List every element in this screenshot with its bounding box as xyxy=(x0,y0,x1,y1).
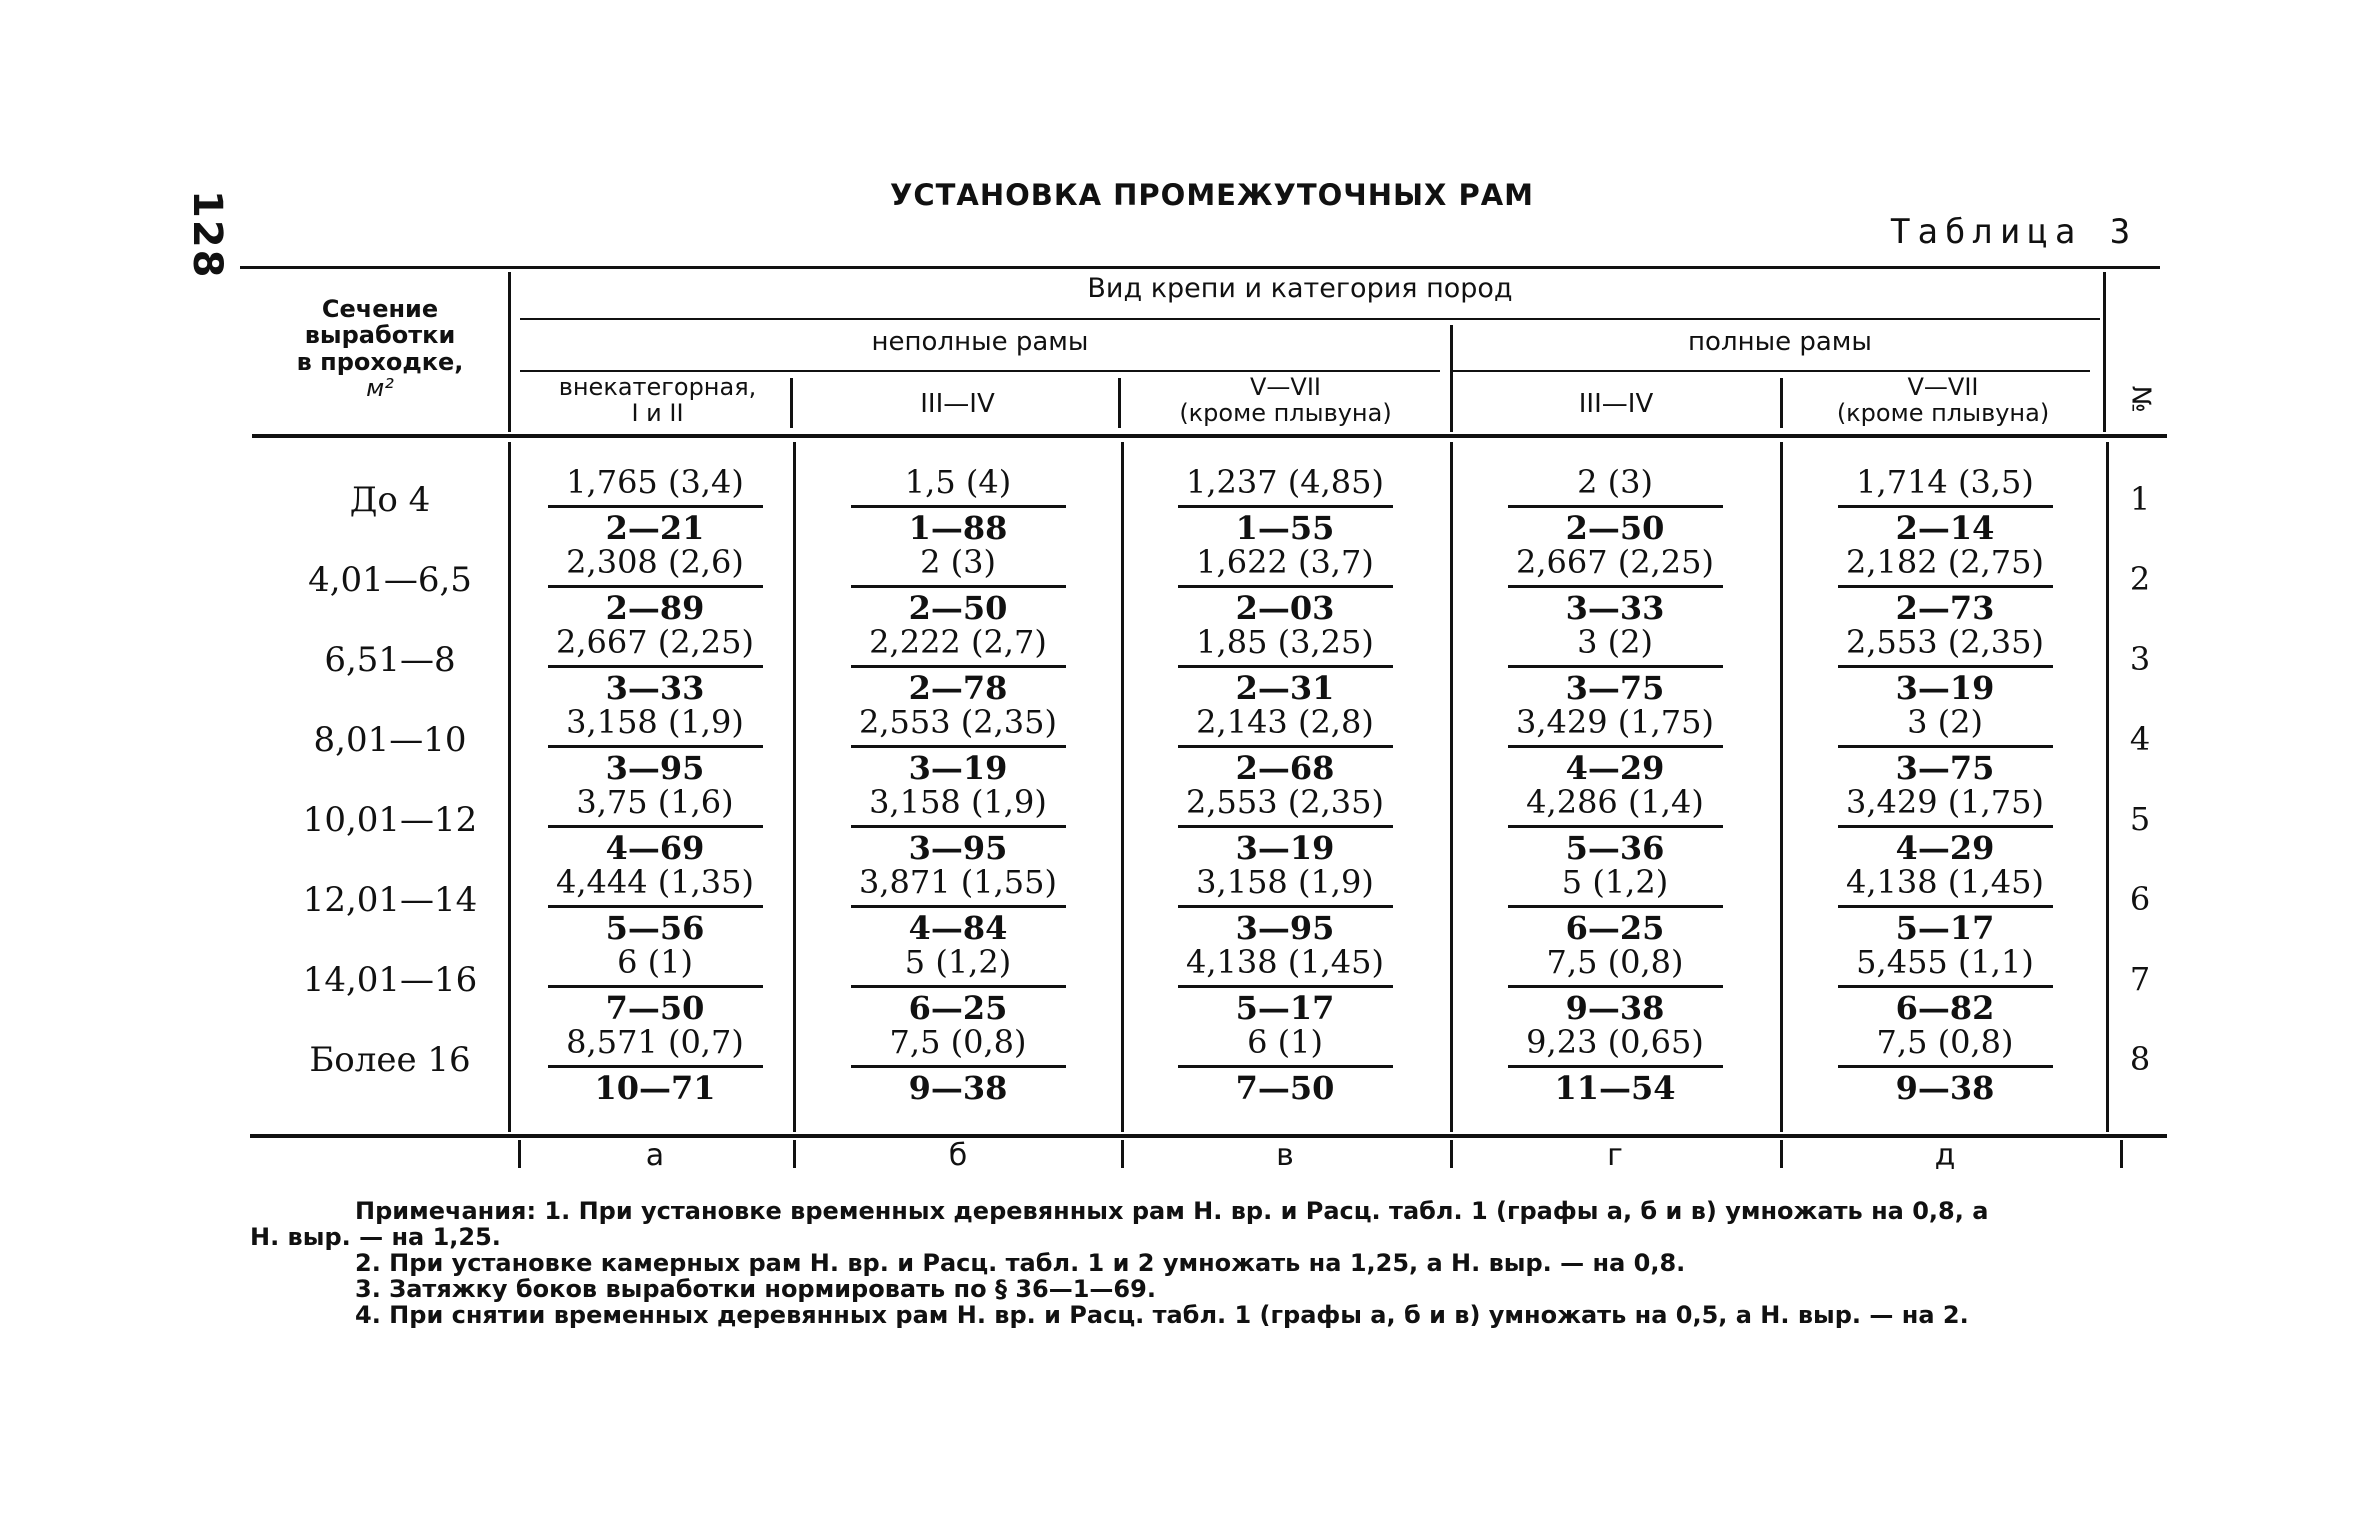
cell-rate: 4,286 (1,4) xyxy=(1526,783,1704,821)
table-cell xyxy=(1165,462,1405,546)
cell-rate: 2,222 (2,7) xyxy=(869,623,1047,661)
cell-price: 2—21 xyxy=(605,509,705,547)
cell-price: 3—75 xyxy=(1895,749,1995,787)
fraction-bar xyxy=(851,905,1066,908)
fraction-bar xyxy=(548,665,763,668)
cell-price: 2—50 xyxy=(908,589,1008,627)
cell-price: 2—73 xyxy=(1895,589,1995,627)
cell-price: 3—75 xyxy=(1565,669,1665,707)
note-1-cont: Н. выр. — на 1,25. xyxy=(250,1223,501,1251)
fraction-bar xyxy=(1838,505,2053,508)
row-number: 7 xyxy=(2129,960,2151,998)
fraction-bar xyxy=(851,665,1066,668)
fraction-bar xyxy=(1178,585,1393,588)
row-number: 8 xyxy=(2129,1040,2151,1078)
fraction-bar xyxy=(1178,665,1393,668)
fraction-bar xyxy=(1838,745,2053,748)
cell-price: 7—50 xyxy=(1235,1069,1335,1107)
letter-tick-3 xyxy=(1450,1140,1453,1168)
cell-rate: 1,765 (3,4) xyxy=(566,463,744,501)
col-header-e-line-2: (кроме плывуна) xyxy=(1836,399,2050,428)
cell-rate: 6 (1) xyxy=(1247,1023,1323,1061)
table-cell xyxy=(1495,1022,1735,1106)
cell-price: 3—19 xyxy=(1235,829,1335,867)
cell-price: 6—82 xyxy=(1895,989,1995,1027)
cell-price: 2—68 xyxy=(1235,749,1335,787)
row-label: Более 16 xyxy=(309,1040,471,1080)
fraction-bar xyxy=(1508,585,1723,588)
num-divider-body xyxy=(2106,442,2109,1132)
cell-rate: 2,553 (2,35) xyxy=(1186,783,1384,821)
col-header-d-line-1: III—IV xyxy=(1578,389,1654,419)
cell-rate: 3,158 (1,9) xyxy=(566,703,744,741)
table-cell xyxy=(1495,862,1735,946)
table-cell xyxy=(1825,862,2065,946)
fraction-bar xyxy=(1508,985,1723,988)
cell-price: 5—36 xyxy=(1565,829,1665,867)
table-cell xyxy=(1825,782,2065,866)
table-cell xyxy=(1825,1022,2065,1106)
cell-rate: 2,182 (2,75) xyxy=(1846,543,2044,581)
table-cell xyxy=(1495,542,1735,626)
body-bottom-rule xyxy=(250,1134,2167,1138)
fraction-bar xyxy=(851,745,1066,748)
stub-divider xyxy=(508,272,511,432)
fraction-bar xyxy=(1508,745,1723,748)
fraction-bar xyxy=(1178,905,1393,908)
cell-rate: 3,158 (1,9) xyxy=(869,783,1047,821)
cell-rate: 3,871 (1,55) xyxy=(859,863,1057,901)
cell-price: 3—95 xyxy=(908,829,1008,867)
page-title: УСТАНОВКА ПРОМЕЖУТОЧНЫХ РАМ xyxy=(890,178,1535,212)
note-4: 4. При снятии временных деревянных рам Н. вр. и Расц. табл. 1 (графы а, б и в) умножать на 0,5, а Н. выр. — на 2. xyxy=(355,1301,1969,1329)
fraction-bar xyxy=(1838,585,2053,588)
fraction-bar xyxy=(851,985,1066,988)
cell-rate: 8,571 (0,7) xyxy=(566,1023,744,1061)
fraction-bar xyxy=(851,585,1066,588)
fraction-bar xyxy=(851,505,1066,508)
table-cell xyxy=(535,702,775,786)
col-header-a-line-1: внекатегорная, xyxy=(558,373,757,401)
cell-price: 9—38 xyxy=(1895,1069,1995,1107)
letter-tick-5 xyxy=(2120,1140,2123,1168)
cell-rate: 1,622 (3,7) xyxy=(1196,543,1374,581)
stub-header xyxy=(260,296,500,402)
cell-rate: 3,429 (1,75) xyxy=(1846,783,2044,821)
table-cell xyxy=(1165,862,1405,946)
cell-rate: 1,714 (3,5) xyxy=(1856,463,2034,501)
letter-tick-0 xyxy=(518,1140,521,1168)
col-header-b xyxy=(795,390,1120,419)
cell-rate: 2 (3) xyxy=(920,543,996,581)
subgroup-rule-2 xyxy=(1450,370,2090,372)
col-header-c-line-2: (кроме плывуна) xyxy=(1179,399,1392,428)
fraction-bar xyxy=(1508,1065,1723,1068)
num-col-header: № xyxy=(2125,385,2156,413)
group-header-partial: неполные рамы xyxy=(871,327,1089,357)
col-header-a-line-2: I и II xyxy=(631,399,684,428)
table-cell xyxy=(1825,702,2065,786)
letter-tick-1 xyxy=(793,1140,796,1168)
letter-tick-4 xyxy=(1780,1140,1783,1168)
col-header-d xyxy=(1452,390,1780,419)
fraction-bar xyxy=(1838,1065,2053,1068)
row-number: 4 xyxy=(2129,720,2151,758)
cell-price: 2—50 xyxy=(1565,509,1665,547)
table-cell xyxy=(838,862,1078,946)
column-letter: д xyxy=(1934,1138,1956,1173)
column-letter: а xyxy=(645,1138,665,1173)
cell-rate: 6 (1) xyxy=(617,943,693,981)
cell-price: 4—29 xyxy=(1565,749,1665,787)
header-bottom-rule xyxy=(252,434,2167,438)
col-divider-4-body xyxy=(1780,442,1783,1132)
cell-rate: 7,5 (0,8) xyxy=(1876,1023,2014,1061)
table-cell xyxy=(535,622,775,706)
cell-price: 3—19 xyxy=(908,749,1008,787)
cell-price: 5—56 xyxy=(605,909,705,947)
row-label: 8,01—10 xyxy=(313,720,467,760)
column-letter: б xyxy=(948,1138,968,1173)
cell-price: 2—89 xyxy=(605,589,705,627)
row-label: 14,01—16 xyxy=(302,960,478,1000)
top-group-rule xyxy=(520,318,2100,320)
note-3: 3. Затяжку боков выработки нормировать по § 36—1—69. xyxy=(355,1275,1156,1303)
cell-price: 5—17 xyxy=(1895,909,1995,947)
cell-price: 3—33 xyxy=(605,669,705,707)
fraction-bar xyxy=(548,905,763,908)
stub-divider-body xyxy=(508,442,511,1132)
cell-rate: 9,23 (0,65) xyxy=(1526,1023,1704,1061)
fraction-bar xyxy=(548,825,763,828)
table-cell xyxy=(1495,942,1735,1026)
cell-rate: 1,85 (3,25) xyxy=(1196,623,1374,661)
cell-price: 3—95 xyxy=(605,749,705,787)
fraction-bar xyxy=(1508,825,1723,828)
col-divider-1 xyxy=(790,378,793,428)
table-cell xyxy=(1495,462,1735,546)
top-header: Вид крепи и категория пород xyxy=(1087,273,1513,304)
table-cell xyxy=(838,462,1078,546)
fraction-bar xyxy=(548,505,763,508)
column-letter: в xyxy=(1276,1138,1294,1173)
cell-price: 3—33 xyxy=(1565,589,1665,627)
row-label: До 4 xyxy=(349,480,431,520)
fraction-bar xyxy=(1508,665,1723,668)
cell-rate: 2,553 (2,35) xyxy=(1846,623,2044,661)
col-header-a xyxy=(525,374,790,427)
cell-price: 4—29 xyxy=(1895,829,1995,867)
row-label: 12,01—14 xyxy=(302,880,478,920)
fraction-bar xyxy=(1178,505,1393,508)
cell-rate: 7,5 (0,8) xyxy=(889,1023,1027,1061)
cell-rate: 3 (2) xyxy=(1907,703,1983,741)
cell-price: 5—17 xyxy=(1235,989,1335,1027)
group-header-full: полные рамы xyxy=(1688,327,1872,357)
cell-rate: 5 (1,2) xyxy=(904,943,1012,981)
cell-rate: 4,138 (1,45) xyxy=(1846,863,2044,901)
cell-rate: 3,429 (1,75) xyxy=(1516,703,1714,741)
cell-rate: 5 (1,2) xyxy=(1561,863,1669,901)
col-header-c-line-1: V—VII xyxy=(1250,373,1321,401)
table-cell xyxy=(838,542,1078,626)
stub-header-line-4: м² xyxy=(366,374,394,403)
cell-rate: 1,237 (4,85) xyxy=(1186,463,1384,501)
table-cell xyxy=(1825,542,2065,626)
table-label: Таблица 3 xyxy=(1890,212,2138,252)
fraction-bar xyxy=(1178,1065,1393,1068)
cell-price: 9—38 xyxy=(1565,989,1665,1027)
fraction-bar xyxy=(1508,505,1723,508)
col-header-b-line-1: III—IV xyxy=(920,389,995,419)
table-cell xyxy=(1165,702,1405,786)
cell-rate: 3,75 (1,6) xyxy=(576,783,734,821)
letter-tick-2 xyxy=(1121,1140,1124,1168)
cell-price: 3—95 xyxy=(1235,909,1335,947)
cell-price: 2—31 xyxy=(1235,669,1335,707)
col-header-e xyxy=(1782,374,2104,427)
fraction-bar xyxy=(548,745,763,748)
cell-price: 2—78 xyxy=(908,669,1008,707)
fraction-bar xyxy=(1178,985,1393,988)
cell-price: 9—38 xyxy=(908,1069,1008,1107)
table-cell xyxy=(1495,702,1735,786)
cell-price: 1—88 xyxy=(908,509,1008,547)
table-cell xyxy=(1165,782,1405,866)
row-number: 3 xyxy=(2129,640,2151,678)
stub-header-line-1: Сечение xyxy=(321,295,439,323)
cell-rate: 5,455 (1,1) xyxy=(1856,943,2034,981)
table-cell xyxy=(1495,782,1735,866)
cell-price: 6—25 xyxy=(908,989,1008,1027)
table-cell xyxy=(535,942,775,1026)
page-number: 128 xyxy=(184,190,230,280)
note-1: Примечания: 1. При установке временных деревянных рам Н. вр. и Расц. табл. 1 (графы а, б и в) умножать на 0,8, а xyxy=(355,1197,1989,1225)
cell-rate: 3 (2) xyxy=(1577,623,1653,661)
cell-rate: 2,308 (2,6) xyxy=(566,543,744,581)
table-cell xyxy=(535,542,775,626)
col-header-c xyxy=(1123,374,1448,427)
cell-rate: 2,667 (2,25) xyxy=(1516,543,1714,581)
table-cell xyxy=(838,622,1078,706)
table-cell xyxy=(1825,462,2065,546)
cell-rate: 3,158 (1,9) xyxy=(1196,863,1374,901)
group-divider-body xyxy=(1450,442,1453,1132)
fraction-bar xyxy=(1508,905,1723,908)
fraction-bar xyxy=(1838,665,2053,668)
stub-header-line-3: в проходке, xyxy=(296,347,464,376)
table-cell xyxy=(1825,622,2065,706)
table-cell xyxy=(1165,542,1405,626)
fraction-bar xyxy=(851,1065,1066,1068)
table-cell xyxy=(1825,942,2065,1026)
col-divider-1-body xyxy=(793,442,796,1132)
cell-price: 2—03 xyxy=(1235,589,1335,627)
table-cell xyxy=(838,782,1078,866)
cell-price: 6—25 xyxy=(1565,909,1665,947)
fraction-bar xyxy=(1838,905,2053,908)
row-label: 6,51—8 xyxy=(324,640,456,680)
fraction-bar xyxy=(1178,825,1393,828)
table-cell xyxy=(1165,942,1405,1026)
stub-header-line-2: выработки xyxy=(304,321,456,350)
cell-rate: 2,553 (2,35) xyxy=(859,703,1057,741)
fraction-bar xyxy=(548,985,763,988)
row-number: 2 xyxy=(2129,560,2151,598)
fraction-bar xyxy=(1838,985,2053,988)
cell-price: 7—50 xyxy=(605,989,705,1027)
subgroup-rule-1 xyxy=(520,370,1440,372)
cell-price: 3—19 xyxy=(1895,669,1995,707)
cell-rate: 7,5 (0,8) xyxy=(1546,943,1684,981)
table-cell xyxy=(535,462,775,546)
fraction-bar xyxy=(548,1065,763,1068)
column-letter: г xyxy=(1607,1138,1623,1173)
cell-rate: 2,143 (2,8) xyxy=(1196,703,1374,741)
table-cell xyxy=(838,1022,1078,1106)
cell-price: 10—71 xyxy=(594,1069,716,1107)
cell-rate: 4,138 (1,45) xyxy=(1186,943,1384,981)
row-number: 5 xyxy=(2129,800,2151,838)
row-number: 6 xyxy=(2129,880,2151,918)
cell-price: 1—55 xyxy=(1235,509,1335,547)
table-cell xyxy=(838,702,1078,786)
table-cell xyxy=(1165,1022,1405,1106)
table-cell xyxy=(1165,622,1405,706)
table-top-rule xyxy=(240,266,2160,269)
cell-price: 2—14 xyxy=(1895,509,1995,547)
cell-rate: 2 (3) xyxy=(1577,463,1653,501)
cell-rate: 2,667 (2,25) xyxy=(556,623,754,661)
fraction-bar xyxy=(851,825,1066,828)
cell-rate: 1,5 (4) xyxy=(904,463,1012,501)
fraction-bar xyxy=(1178,745,1393,748)
cell-price: 4—84 xyxy=(908,909,1008,947)
note-2: 2. При установке камерных рам Н. вр. и Расц. табл. 1 и 2 умножать на 1,25, а Н. выр. — на 0,8. xyxy=(355,1249,1686,1277)
fraction-bar xyxy=(1838,825,2053,828)
fraction-bar xyxy=(548,585,763,588)
row-label: 10,01—12 xyxy=(302,800,478,840)
table-cell xyxy=(535,862,775,946)
cell-rate: 4,444 (1,35) xyxy=(556,863,754,901)
row-label: 4,01—6,5 xyxy=(308,560,472,600)
cell-price: 11—54 xyxy=(1554,1069,1676,1107)
table-cell xyxy=(1495,622,1735,706)
col-header-e-line-1: V—VII xyxy=(1907,373,1979,401)
table-cell xyxy=(535,1022,775,1106)
cell-price: 4—69 xyxy=(605,829,705,867)
row-number: 1 xyxy=(2129,480,2151,518)
col-divider-2-body xyxy=(1121,442,1124,1132)
table-cell xyxy=(535,782,775,866)
table-cell xyxy=(838,942,1078,1026)
